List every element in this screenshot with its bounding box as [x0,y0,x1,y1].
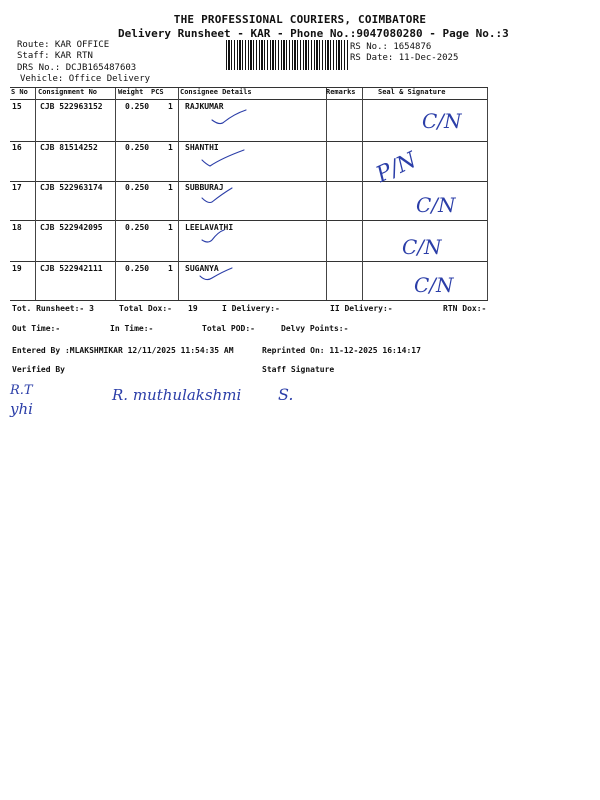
tick-mark-icon [198,226,238,248]
out-time-label: Out Time:- [12,324,61,333]
column-divider [362,88,363,300]
svg-text:C/N: C/N [402,235,442,259]
row-consignee: LEELAVATHI [185,223,234,232]
svg-text:C/N: C/N [422,109,462,133]
column-divider [326,88,327,300]
staff-signature-label: Staff Signature [262,365,335,374]
rs-date: RS Date: 11-Dec-2025 [350,53,459,63]
table-bottom-rule [10,300,488,301]
row-consignment-no: CJB 522942095 [40,223,103,232]
row-consignment-no: CJB 522963174 [40,183,103,192]
staff-signature-mark [276,380,300,410]
total-runsheet: Tot. Runsheet:- 3 [12,304,94,313]
row-pcs: 1 [168,223,173,232]
header-sno: S No [11,88,28,96]
row-consignment-no: CJB 522963152 [40,102,103,111]
header-pcs: PCS [151,88,164,96]
rtn-dox-label: RTN Dox:- [443,304,487,313]
seal-signature-cn [420,106,470,136]
drs-number: DRS No.: DCJB165487603 [17,63,137,73]
column-divider [35,88,36,300]
staff-label: Staff: KAR RTN [17,51,93,61]
runsheet-subtitle: Delivery Runsheet - KAR - Phone No.:9047080280 - Page No.:3 [118,27,509,40]
svg-text:C/N: C/N [416,193,456,217]
seal-signature-cn [414,190,464,220]
row-sno: 15 [12,102,22,111]
seal-signature-cn [412,270,462,300]
in-time-label: In Time:- [110,324,154,333]
row-sno: 18 [12,223,22,232]
entered-by: Entered By :MLAKSHMIKAR 12/11/2025 11:54:35 AM [12,346,234,355]
header-weight: Weight [118,88,144,96]
row-pcs: 1 [168,264,173,273]
total-dox-value: 19 [188,304,198,313]
header-remarks: Remarks [326,88,356,96]
verified-initials-signature [8,378,48,426]
row-consignee: RAJKUMAR [185,102,224,111]
tick-mark-icon [210,108,250,128]
column-divider [178,88,179,300]
route-label: Route: KAR OFFICE [17,40,110,50]
rs-number: RS No.: 1654876 [350,42,432,52]
delvy-points-label: Delvy Points:- [281,324,349,333]
row-consignment-no: CJB 522942111 [40,264,103,273]
barcode-image [226,40,348,70]
row-weight: 0.250 [125,102,150,111]
row-weight: 0.250 [125,223,150,232]
column-divider [115,88,116,300]
svg-text:R. muthulakshmi: R. muthulakshmi [112,386,242,404]
verified-by-label: Verified By [12,365,65,374]
total-pod-label: Total POD:- [202,324,255,333]
reprinted-on: Reprinted On: 11-12-2025 16:14:17 [262,346,421,355]
ii-delivery-label: II Delivery:- [330,304,393,313]
vehicle-label: Vehicle: Office Delivery [20,74,151,84]
row-weight: 0.250 [125,264,150,273]
svg-text:P/N: P/N [372,147,421,188]
row-divider [10,220,488,221]
verified-name-signature [110,380,240,410]
column-divider [487,88,488,300]
row-weight: 0.250 [125,143,150,152]
i-delivery-label: I Delivery:- [222,304,280,313]
header-consignee-details: Consignee Details [180,88,252,96]
header-consignment-no: Consignment No [38,88,98,96]
total-dox-label: Total Dox:- [119,304,172,313]
row-consignee: SUGANYA [185,264,219,273]
row-consignee: SHANTHI [185,143,219,152]
tick-mark-icon [200,186,240,208]
header-seal-signature: Seal & Signature [378,88,446,96]
row-consignment-no: CJB 81514252 [40,143,98,152]
row-weight: 0.250 [125,183,150,192]
svg-text:yhi: yhi [10,400,33,418]
company-title: THE PROFESSIONAL COURIERS, COIMBATORE [173,13,427,26]
row-pcs: 1 [168,102,173,111]
svg-text:R.T: R.T [10,383,33,398]
seal-signature-cn [400,232,450,262]
svg-text:C/N: C/N [414,273,454,297]
row-consignee: SUBBURAJ [185,183,224,192]
row-sno: 19 [12,264,22,273]
row-pcs: 1 [168,183,173,192]
svg-text:S.: S. [278,385,294,404]
tick-mark-icon [200,148,250,172]
row-sno: 16 [12,143,22,152]
table-header-rule [10,99,488,100]
tick-mark-icon [198,266,238,286]
row-sno: 17 [12,183,22,192]
row-pcs: 1 [168,143,173,152]
seal-signature-pn [372,142,432,188]
